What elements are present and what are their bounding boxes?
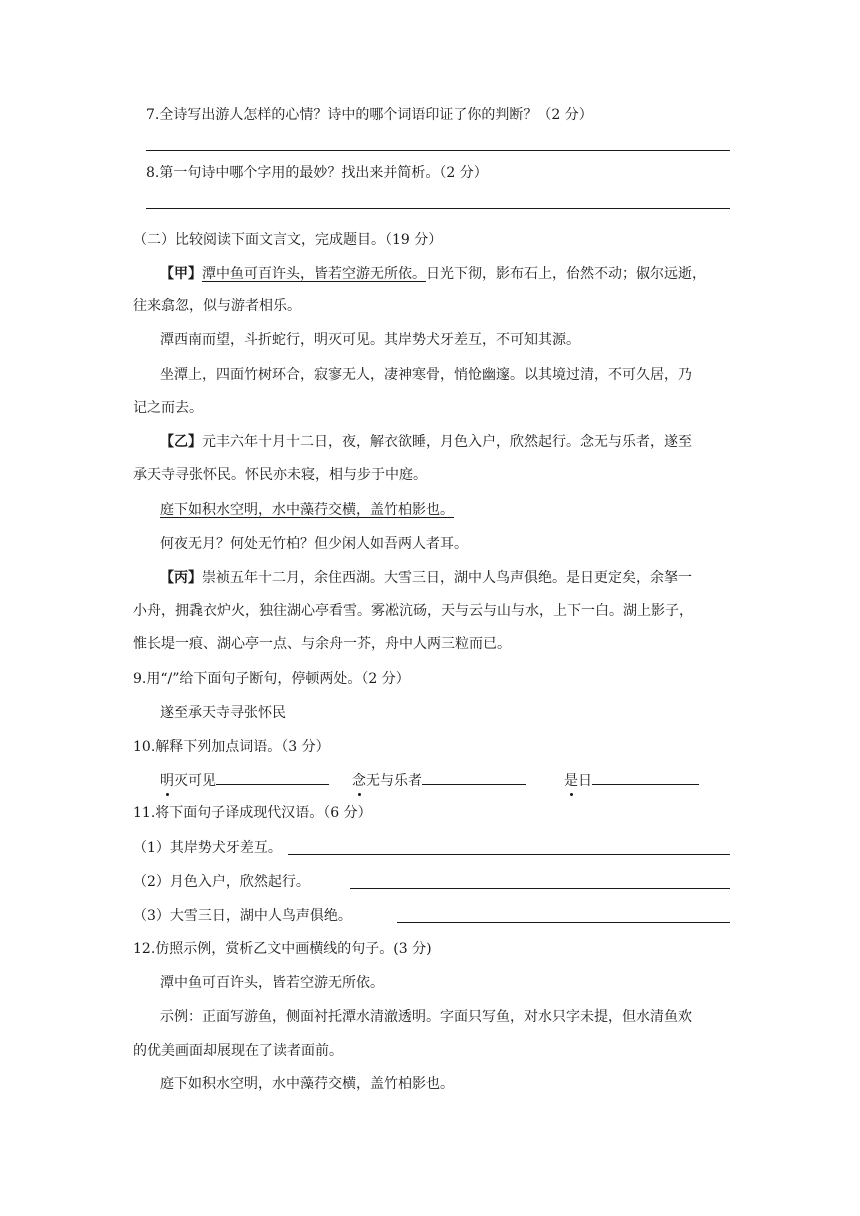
q12-target-sentence: 庭下如积水空明，水中藻荇交横，盖竹柏影也。: [160, 1076, 454, 1092]
q12-example-line-2: 的优美画面却展现在了读者面前。: [133, 1043, 343, 1059]
question-9: 9.用“/”给下面句子断句，停顿两处。（2 分）: [133, 671, 410, 687]
q11-answer-line-2[interactable]: [350, 888, 730, 889]
passage-bing-line-2: 小舟，拥毳衣炉火，独往湖心亭看雪。雾凇沆砀，天与云与山与水，上下一白。湖上影子，: [133, 603, 693, 619]
jia-line-1-rest: 日光下彻，影布石上，佁然不动；俶尔远逝，: [426, 266, 706, 282]
passage-yi-line-2: 承天寺寻张怀民。怀民亦未寝，相与步于中庭。: [133, 467, 427, 483]
question-7: 7.全诗写出游人怎样的心情？诗中的哪个词语印证了你的判断？（2 分）: [146, 107, 593, 123]
q10-item-2-text: 无与乐者: [366, 773, 422, 789]
dotted-character: 念: [352, 773, 366, 789]
q10-item-3: [564, 770, 699, 791]
q9-sentence: 遂至承天寺寻张怀民: [160, 705, 286, 721]
question-12: 12.仿照示例，赏析乙文中画横线的句子。(3 分): [133, 941, 432, 957]
passage-jia-tag: 【甲】: [160, 266, 202, 282]
passage-jia-line-2: 往来翕忽，似与游者相乐。: [133, 298, 301, 314]
dotted-character: 明: [160, 773, 174, 789]
yi-underlined-sentence: 庭下如积水空明，水中藻荇交横，盖竹柏影也。: [160, 502, 454, 518]
answer-line-q7[interactable]: [146, 150, 730, 151]
q11-answer-line-1[interactable]: [288, 854, 730, 855]
question-8: 8.第一句诗中哪个字用的最妙？找出来并简析。（2 分）: [146, 165, 488, 181]
passage-yi-line-4: 何夜无月？何处无竹柏？但少闲人如吾两人者耳。: [160, 536, 468, 552]
q10-answer-blank-3[interactable]: [592, 770, 699, 785]
passage-jia-line-1: [160, 264, 706, 284]
passage-yi-tag: 【乙】: [160, 434, 202, 450]
q10-item-3-text: 日: [578, 773, 592, 789]
q11-answer-line-3[interactable]: [397, 922, 730, 923]
passage-bing-line-1: [160, 568, 692, 588]
passage-jia-para-3-line-1: 坐潭上，四面竹树环合，寂寥无人，凄神寒骨，悄怆幽邃。以其境过清，不可久居，乃: [160, 367, 692, 383]
q10-item-1-text: 灭可见: [174, 773, 216, 789]
q11-sentence-2: （2）月色入户，欣然起行。: [133, 874, 310, 890]
answer-line-q8[interactable]: [146, 208, 730, 209]
q12-quote: 潭中鱼可百许头，皆若空游无所依。: [160, 975, 384, 991]
question-10: 10.解释下列加点词语。（3 分）: [133, 739, 330, 755]
yi-line-1-text: 元丰六年十月十二日，夜，解衣欲睡，月色入户，欣然起行。念无与乐者，遂至: [202, 434, 692, 450]
passage-yi-line-1: [160, 432, 692, 452]
bing-line-1-text: 崇祯五年十二月，余住西湖。大雪三日，湖中人鸟声俱绝。是日更定矣，余拏一: [202, 570, 692, 586]
q10-item-2: [352, 770, 526, 791]
passage-jia-para-2: 潭西南而望，斗折蛇行，明灭可见。其岸势犬牙差互，不可知其源。: [160, 332, 580, 348]
jia-underlined-sentence: 潭中鱼可百许头，皆若空游无所依。: [202, 266, 426, 282]
section-heading: （二）比较阅读下面文言文，完成题目。（19 分）: [133, 232, 443, 248]
q12-example-line-1: 示例：正面写游鱼，侧面衬托潭水清澈透明。字面只写鱼，对水只字未提，但水清鱼欢: [160, 1009, 692, 1025]
passage-bing-tag: 【丙】: [160, 570, 202, 586]
q10-answer-blank-1[interactable]: [216, 770, 329, 785]
passage-bing-line-3: 惟长堤一痕、湖心亭一点、与余舟一芥，舟中人两三粒而已。: [133, 636, 511, 652]
q11-sentence-3: （3）大雪三日，湖中人鸟声俱绝。: [133, 908, 352, 924]
q10-item-1: [160, 770, 329, 791]
q11-sentence-1: （1）其岸势犬牙差互。: [133, 840, 282, 856]
passage-jia-para-3-line-2: 记之而去。: [133, 400, 203, 416]
question-11: 11.将下面句子译成现代汉语。（6 分）: [133, 805, 372, 821]
dotted-character: 是: [564, 773, 578, 789]
q10-answer-blank-2[interactable]: [422, 770, 526, 785]
